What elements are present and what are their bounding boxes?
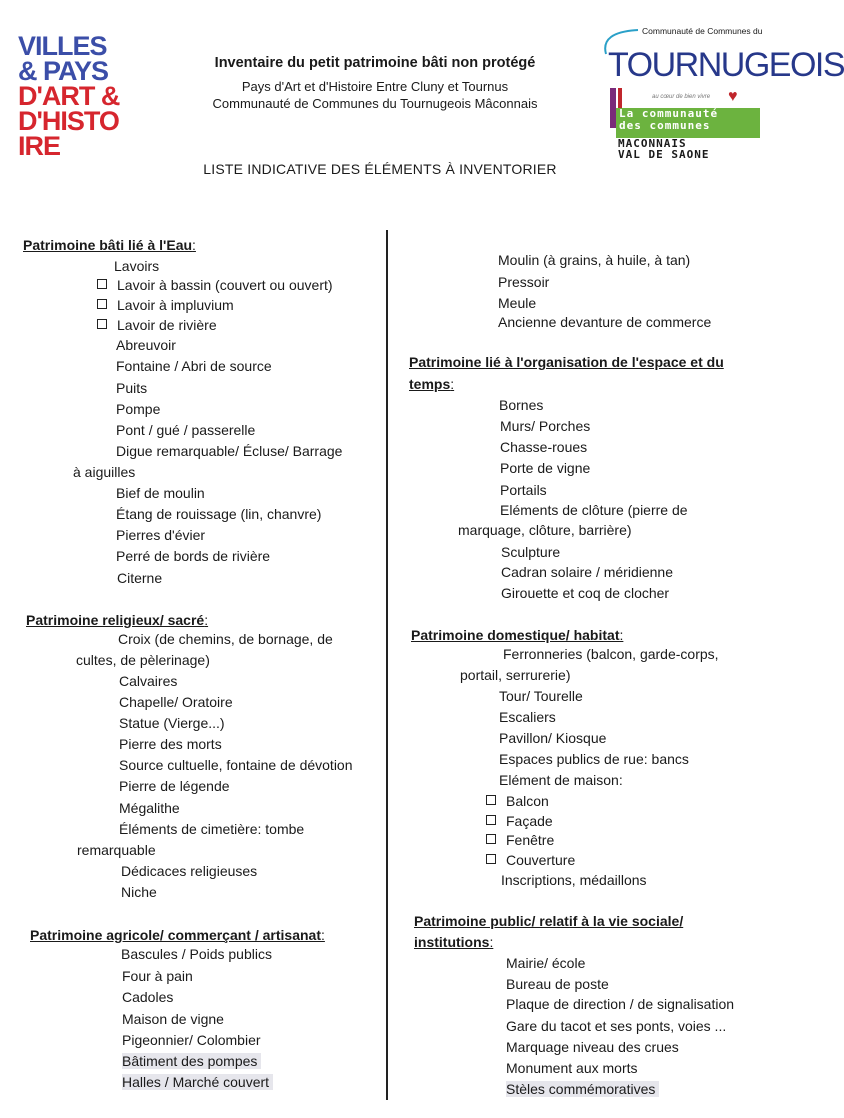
list-item: Plaque de direction / de signalisation bbox=[506, 996, 735, 1012]
list-item: Eléments de clôture (pierre de bbox=[500, 502, 688, 518]
section-heading-religieux bbox=[26, 612, 208, 628]
checkbox-icon bbox=[97, 299, 107, 309]
list-item: Portails bbox=[500, 482, 547, 498]
list-item: Pavillon/ Kiosque bbox=[499, 730, 607, 746]
heading-text: Patrimoine bâti lié à l'Eau bbox=[23, 237, 193, 253]
checkbox-label: Couverture bbox=[506, 852, 576, 868]
list-item: Digue remarquable/ Écluse/ Barrage bbox=[116, 443, 343, 459]
list-item: Elément de maison: bbox=[499, 772, 623, 788]
list-item: Pompe bbox=[116, 401, 161, 417]
list-item: portail, serrurerie) bbox=[460, 667, 571, 683]
checkbox-item bbox=[97, 317, 217, 333]
list-item: Pressoir bbox=[498, 274, 550, 290]
list-item: Bâtiment des pompes bbox=[122, 1053, 261, 1069]
list-item: Four à pain bbox=[122, 968, 193, 984]
section-heading-eau bbox=[23, 237, 196, 253]
list-item: marquage, clôture, barrière) bbox=[458, 522, 632, 538]
list-item: Bureau de poste bbox=[506, 976, 609, 992]
list-item: Cadoles bbox=[122, 989, 174, 1005]
list-item: Sculpture bbox=[501, 544, 561, 560]
list-item: cultes, de pèlerinage) bbox=[76, 652, 210, 668]
list-item: Espaces publics de rue: bancs bbox=[499, 751, 689, 767]
list-item: Croix (de chemins, de bornage, de bbox=[118, 631, 333, 647]
logo-green-line: La communauté bbox=[619, 107, 719, 120]
checkbox-icon bbox=[486, 815, 496, 825]
list-item: Chapelle/ Oratoire bbox=[119, 694, 233, 710]
section-heading-agricole bbox=[30, 927, 325, 943]
list-item: Éléments de cimetière: tombe bbox=[119, 821, 305, 837]
section-heading-espace-2 bbox=[409, 376, 454, 392]
villes-pays-art-histoire-logo bbox=[18, 31, 120, 161]
heading-text: Patrimoine public/ relatif à la vie sociale/ bbox=[414, 913, 684, 929]
list-item: Lavoirs bbox=[114, 258, 160, 274]
list-item: Fontaine / Abri de source bbox=[116, 358, 272, 374]
list-item: Murs/ Porches bbox=[500, 418, 591, 434]
list-item: Pierre de légende bbox=[119, 778, 230, 794]
heading-text: Patrimoine lié à l'organisation de l'espace et du bbox=[409, 354, 724, 370]
section-heading-public-2 bbox=[414, 934, 493, 950]
section-heading-espace bbox=[409, 354, 724, 370]
logo-dark-line: MACONNAIS bbox=[618, 137, 687, 150]
section-heading-domestique bbox=[411, 627, 623, 643]
checkbox-item bbox=[486, 832, 554, 848]
heading-colon: : bbox=[619, 627, 624, 643]
section-heading-public bbox=[414, 913, 683, 929]
list-item: Pont / gué / passerelle bbox=[116, 422, 256, 438]
column-divider bbox=[386, 230, 388, 1100]
heading-colon: : bbox=[192, 237, 196, 253]
heading-text: Patrimoine domestique/ habitat bbox=[411, 627, 620, 643]
logo-green-line: des communes bbox=[619, 119, 711, 132]
list-item: Abreuvoir bbox=[116, 337, 176, 353]
logo-green-banner bbox=[616, 108, 760, 138]
checkbox-label: Lavoir à bassin (couvert ou ouvert) bbox=[117, 277, 333, 293]
list-item: Bornes bbox=[499, 397, 544, 413]
list-item: Stèles commémoratives bbox=[506, 1081, 659, 1097]
checkbox-icon bbox=[486, 834, 496, 844]
list-item: Pierre des morts bbox=[119, 736, 222, 752]
checkbox-label: Fenêtre bbox=[506, 832, 555, 848]
list-item: Chasse-roues bbox=[500, 439, 588, 455]
logo-dark-text bbox=[618, 138, 709, 160]
list-item: Pigeonnier/ Colombier bbox=[122, 1032, 261, 1048]
checkbox-label: Lavoir de rivière bbox=[117, 317, 217, 333]
heart-icon: ♥ bbox=[728, 88, 738, 105]
checkbox-item bbox=[486, 793, 549, 809]
checkbox-item bbox=[486, 852, 575, 868]
list-item: remarquable bbox=[77, 842, 156, 858]
list-item: Girouette et coq de clocher bbox=[501, 585, 670, 601]
checkbox-icon bbox=[486, 854, 496, 864]
list-item: Gare du tacot et ses ponts, voies ... bbox=[506, 1018, 727, 1034]
list-item: Bief de moulin bbox=[116, 485, 205, 501]
list-item: Ancienne devanture de commerce bbox=[498, 314, 712, 330]
list-item: Maison de vigne bbox=[122, 1011, 224, 1027]
document-subtitle-2: Communauté de Communes du Tournugeois Mâconnais bbox=[212, 96, 538, 111]
list-item: Cadran solaire / méridienne bbox=[501, 564, 673, 580]
logo-line: & PAYS bbox=[18, 56, 109, 86]
heading-text: temps bbox=[409, 376, 451, 392]
checkbox-icon bbox=[97, 279, 107, 289]
list-item: Ferronneries (balcon, garde-corps, bbox=[503, 646, 719, 662]
heading-text: Patrimoine agricole/ commerçant / artisanat bbox=[30, 927, 321, 943]
list-item: Escaliers bbox=[499, 709, 556, 725]
checkbox-label: Balcon bbox=[506, 793, 549, 809]
list-title: LISTE INDICATIVE DES ÉLÉMENTS À INVENTORIER bbox=[203, 161, 557, 177]
list-item: Citerne bbox=[117, 570, 163, 586]
list-item: Source cultuelle, fontaine de dévotion bbox=[119, 757, 353, 773]
list-item: Moulin (à grains, à huile, à tan) bbox=[498, 252, 691, 268]
list-item: Statue (Vierge...) bbox=[119, 715, 225, 731]
list-item: Dédicaces religieuses bbox=[121, 863, 258, 879]
heading-text: institutions bbox=[414, 934, 490, 950]
list-item: Calvaires bbox=[119, 673, 178, 689]
list-item: Perré de bords de rivière bbox=[116, 548, 271, 564]
document-subtitle-1: Pays d'Art et d'Histoire Entre Cluny et Tournus bbox=[241, 79, 509, 94]
list-item: Niche bbox=[121, 884, 157, 900]
list-item: Bascules / Poids publics bbox=[121, 946, 272, 962]
checkbox-item bbox=[486, 813, 553, 829]
checkbox-icon bbox=[97, 319, 107, 329]
checkbox-item bbox=[97, 297, 234, 313]
list-item: à aiguilles bbox=[73, 464, 136, 480]
list-item: Tour/ Tourelle bbox=[499, 688, 583, 704]
heading-colon: : bbox=[450, 376, 455, 392]
checkbox-icon bbox=[486, 795, 496, 805]
logo-line: D'ART & bbox=[18, 81, 120, 111]
list-item: Marquage niveau des crues bbox=[506, 1039, 679, 1055]
list-item: Mégalithe bbox=[119, 800, 180, 816]
checkbox-item bbox=[97, 277, 333, 293]
list-item: Halles / Marché couvert bbox=[122, 1074, 273, 1090]
heading-colon: : bbox=[204, 612, 209, 628]
list-item: Puits bbox=[116, 380, 148, 396]
heading-colon: : bbox=[489, 934, 494, 950]
list-item: Mairie/ école bbox=[506, 955, 586, 971]
list-item: Pierres d'évier bbox=[116, 527, 206, 543]
logo-small-text: Communauté de Communes du bbox=[642, 26, 763, 36]
logo-line: D'HISTO bbox=[18, 106, 119, 136]
logo-tagline: au cœur de bien vivre bbox=[652, 94, 711, 100]
checkbox-label: Lavoir à impluvium bbox=[117, 297, 234, 313]
list-item: Inscriptions, médaillons bbox=[501, 872, 647, 888]
tournugeois-logo bbox=[598, 24, 844, 164]
heading-colon: : bbox=[321, 927, 325, 943]
list-item: Meule bbox=[498, 295, 537, 311]
heading-text: Patrimoine religieux/ sacré bbox=[26, 612, 205, 628]
list-item: Monument aux morts bbox=[506, 1060, 638, 1076]
list-item: Porte de vigne bbox=[500, 460, 591, 476]
logo-dark-line: VAL DE SAONE bbox=[618, 148, 710, 161]
logo-line: VILLES bbox=[18, 31, 107, 61]
document-title: Inventaire du petit patrimoine bâti non protégé bbox=[214, 55, 536, 71]
logo-big-text: TOURNUGEOIS bbox=[608, 46, 844, 84]
list-item: Étang de rouissage (lin, chanvre) bbox=[116, 506, 322, 522]
logo-line: IRE bbox=[18, 131, 61, 161]
checkbox-label: Façade bbox=[506, 813, 553, 829]
